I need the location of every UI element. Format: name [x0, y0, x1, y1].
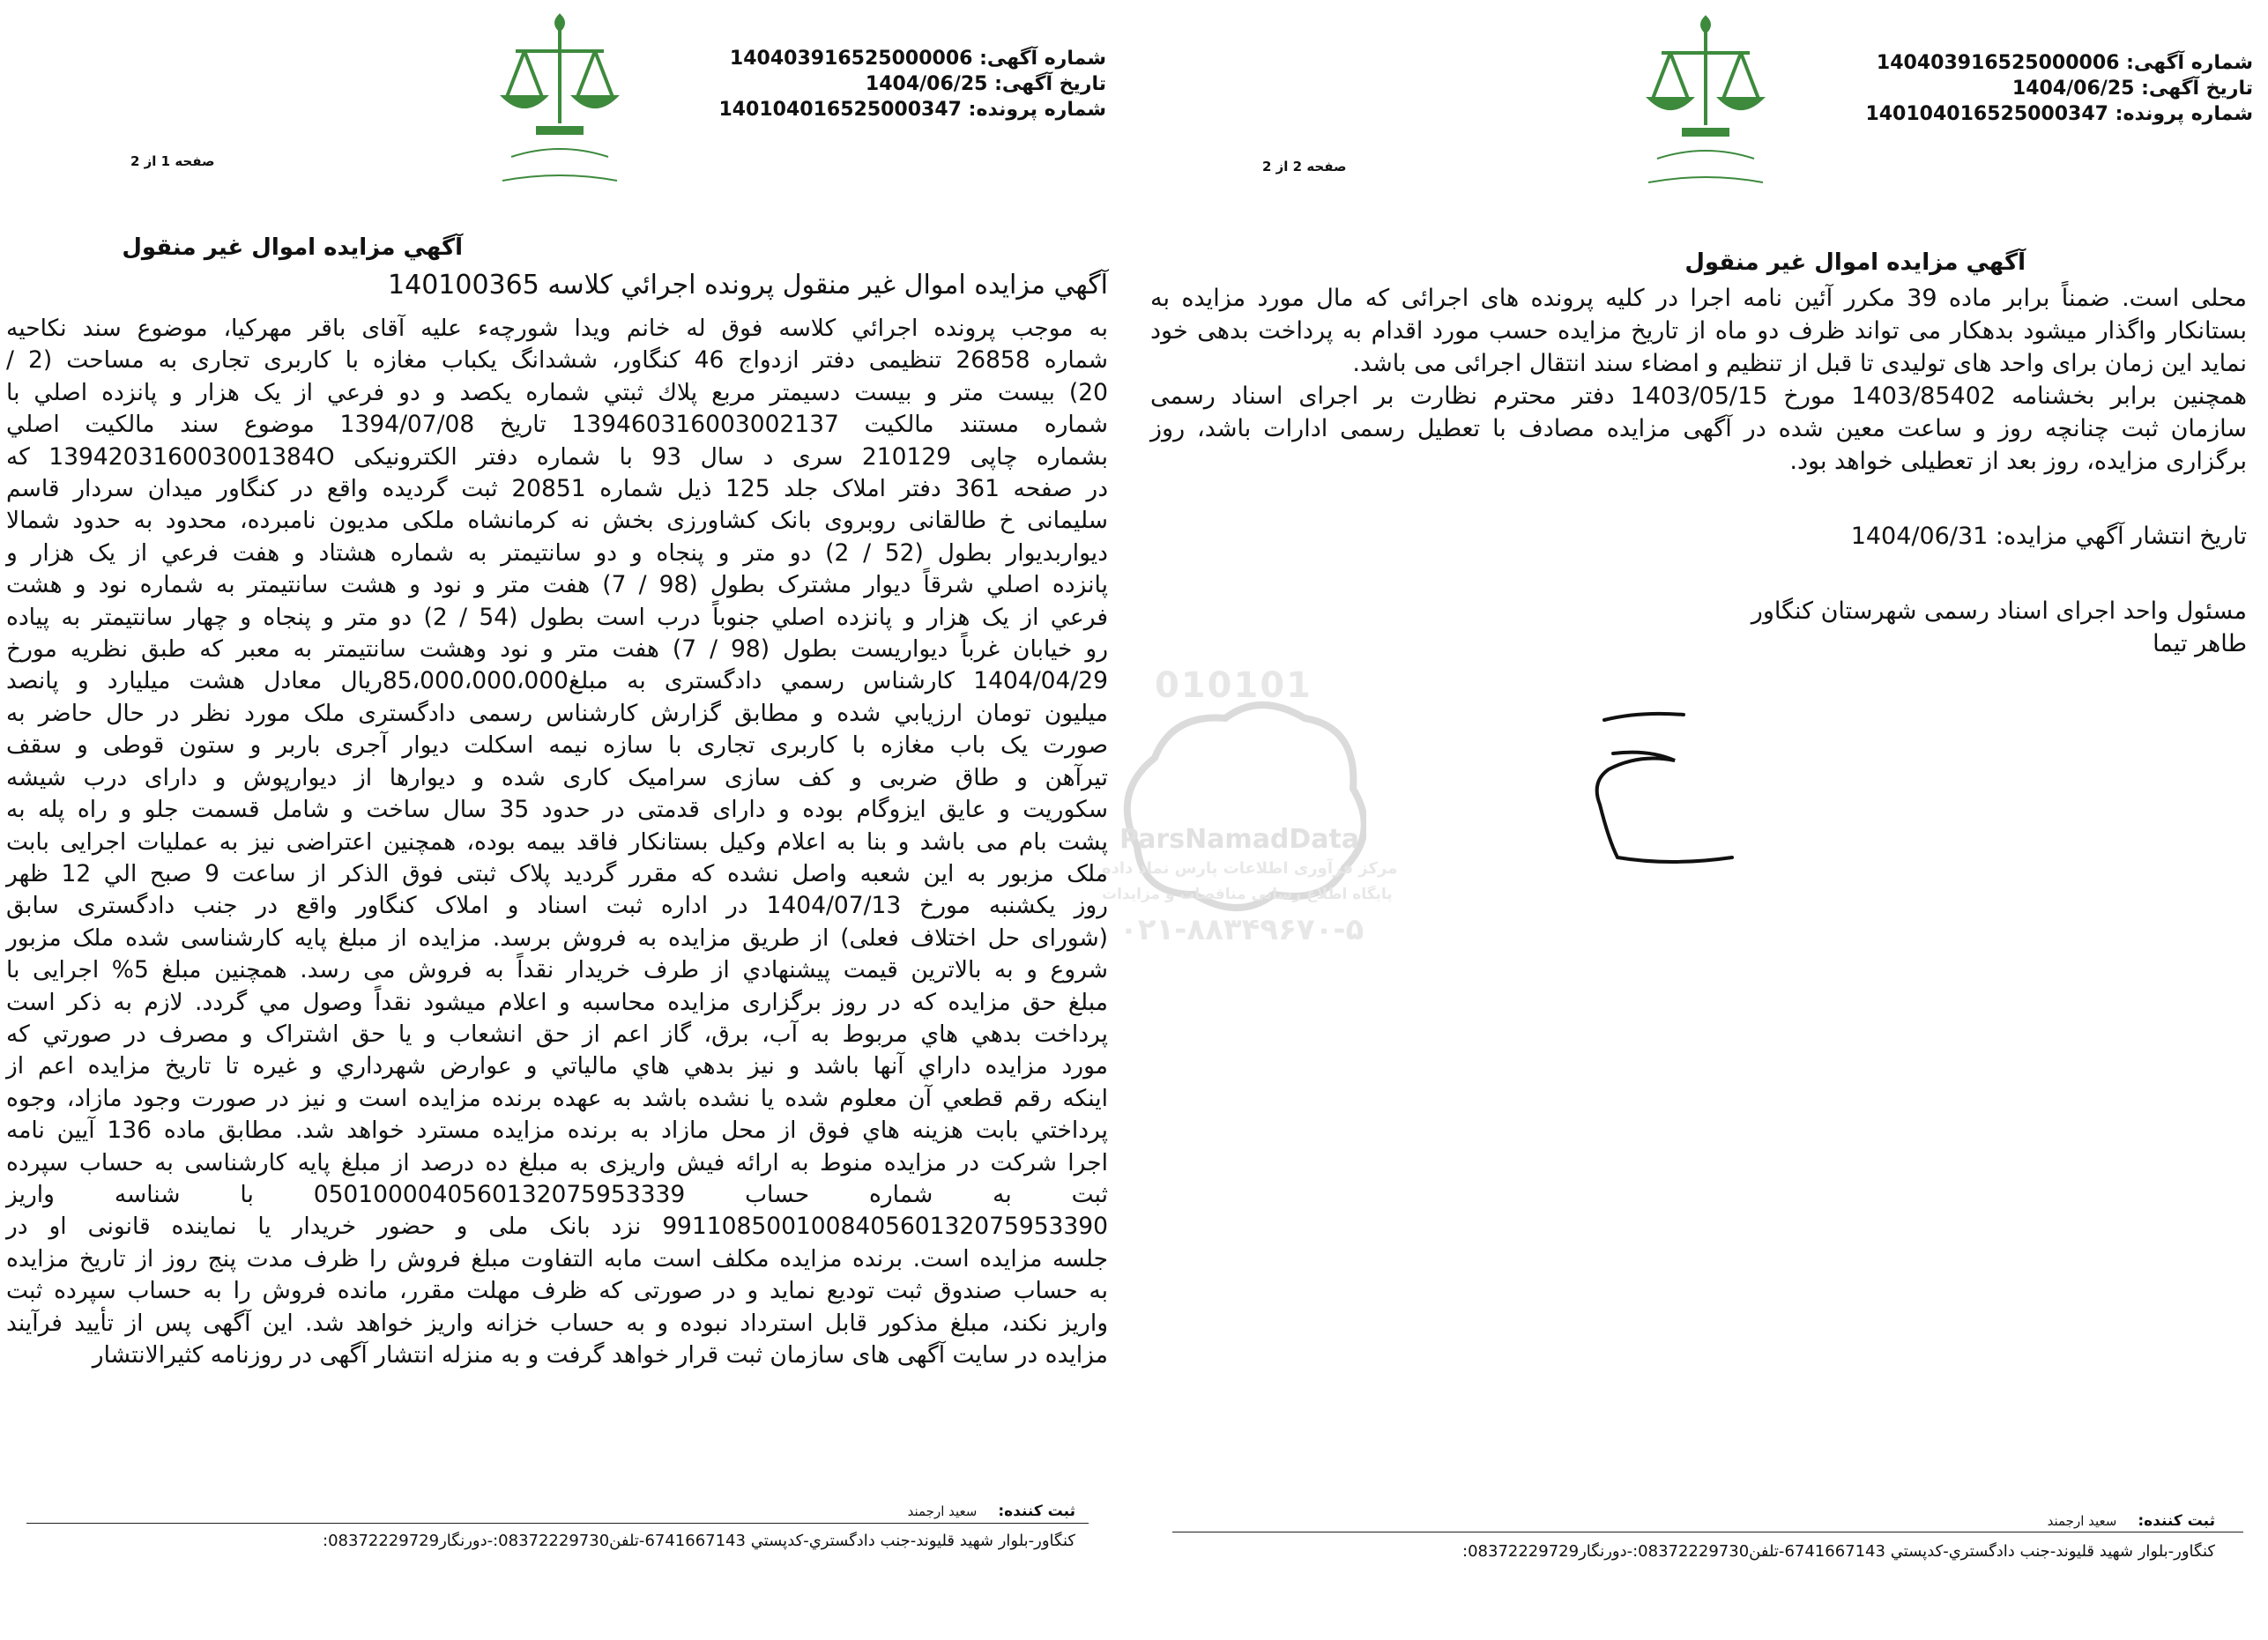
body-line: ديواربديوار بطول (52 / 2) دو متر و پنجاه و دو سانتيمتر به شماره هشتاد و هفت فرعي از يک هزار و — [6, 538, 1108, 567]
office-address: كنگاور-بلوار شهيد قليوند-جنب دادگستري-كدپستي 6741667143-تلفن08372229730:-دورنگار08372229729: — [323, 1532, 1075, 1550]
notice-page-1 — [0, 0, 1115, 1640]
body-line: 991108500100840560132075953390 نزد بانک ملی و حضور خريدار يا نماينده قانونی او در — [6, 1213, 1108, 1241]
notice-meta — [1865, 50, 2253, 127]
body-line: 1404/04/29 كارشناس رسمي دادگستری به مبلغ85،000،000،000ريال معادل هشت ميليارد و پانصد — [6, 667, 1109, 695]
footer-divider — [26, 1523, 1089, 1524]
judiciary-emblem-logo — [476, 9, 643, 194]
file-number: 140104016525000347 — [718, 99, 962, 121]
notice-title: آگهي مزايده اموال غير منقول — [1684, 249, 2026, 276]
notice-number: 140403916525000006 — [1876, 52, 2120, 74]
judiciary-emblem-logo — [1622, 11, 1789, 196]
body-line: مبلغ حق مزايده كه در روز برگزاری مزايده محاسبه و اعلام ميشود نقداً وصول مي گردد. لازم به ذكر است — [6, 988, 1108, 1016]
body-line: پانزده اصلي شرقاً ديوار مشترک بطول (98 / 7) هفت متر و نود و هشت سانتيمتر به شماره نود و هشت — [6, 571, 1109, 599]
notice-number-label: شماره آگهی: — [979, 48, 1106, 70]
body-line: به موجب پرونده اجرائي كلاسه فوق له خانم ويدا شورچه‌ء عليه آقای باقر مهركيا، موضوع سند نكاحيه — [6, 315, 1108, 342]
notice-date-label: تاریخ آگهی: — [994, 73, 1106, 95]
file-number: 140104016525000347 — [1865, 103, 2108, 125]
watermark — [1102, 665, 1398, 987]
body-line: ثبت به شماره حساب 0501000040560132075953339 با شناسه واريز — [6, 1180, 1108, 1208]
body-line: سكوريت و عايق ايزوگام بوده و دارای قدمتی در حدود 35 سال ساخت و شامل قسمت جلو و راه پله به — [6, 796, 1108, 824]
official-title: مسئول واحد اجرای اسناد رسمی شهرستان كنگاور — [1751, 597, 2247, 625]
body-line: نمايد اين زمان برای واحد های توليدی تا قبل از تنظيم و امضاء سند انتقال اجرائی می باشد. — [1352, 350, 2247, 377]
body-line: سليمانی خ طالقانی روبروی بانک كشاورزی بخش نه كرمانشاه ملكی مديون نامبرده، محدود به حدود شمالا — [6, 507, 1108, 535]
body-line: شماره 26858 تنظيمی دفتر ازدواج 46 كنگاور، ششدانگ يكباب مغازه با كاربری تجاری به مساحت (2 / — [6, 346, 1108, 375]
scales-of-justice-icon — [476, 9, 643, 194]
notice-subtitle: آگهي مزايده اموال غير منقول پرونده اجرائي كلاسه 140100365 — [388, 270, 1108, 301]
notice-title: آگهي مزايده اموال غير منقول — [122, 234, 463, 261]
official-name: طاهر تيما — [2153, 630, 2247, 657]
body-line: واريز نكند، مبلغ مذكور قابل استرداد نبوده و به حساب خزانه واريز خواهد شد. اين آگهی پس از تأييد فرآيند — [6, 1309, 1108, 1337]
registrar — [908, 1503, 1075, 1520]
notice-date-label: تاریخ آگهی: — [2141, 78, 2253, 100]
page-number: صفحه 2 از 2 — [1262, 159, 1347, 174]
body-line: سازمان ثبت چنانچه روز و ساعت معين شده در آگهی مزايده مصادف با تعطيل رسمی ادارات باشد، روز — [1150, 415, 2247, 442]
body-line: بستانكار واگذار ميشود بدهكار می تواند ظرف دو ماه از تاريخ مزايده حسب مورد اقدام به پرداخت بدهی خود — [1150, 317, 2247, 345]
registrar-name: سعيد ارجمند — [907, 1503, 978, 1519]
notice-number: 140403916525000006 — [729, 48, 973, 70]
body-line: صورت يک باب مغازه با كاربری تجاری با سازه نيمه اسكلت ديوار آجری باربر و ستون قوطی و سقف — [6, 731, 1108, 760]
body-line: مورد مزايده داراي آنها باشد و نيز بدهي هاي مالياتي و عوارض شهرداري و غيره تا تاريخ مزايده اعم از — [6, 1052, 1108, 1080]
body-line: برگزاری مزايده، روز بعد از تعطيلی خواهد بود. — [1789, 448, 2247, 475]
handwritten-signature — [1569, 701, 1781, 868]
body-line: همچنين برابر بخشنامه 1403/85402 مورخ 1403/05/15 دفتر محترم نظارت بر اجرای اسناد رسمی — [1150, 382, 2247, 410]
body-line: به حساب صندوق ثبت توديع نمايد و در صورتی كه ظرف مهلت مقرر، مانده فروش را به حساب سپرده ثبت — [6, 1277, 1108, 1305]
body-line: 20) بيست متر و بيست دسيمتر مربع پلاك ثبتي شماره يكصد و دو فرعي از يک هزار و پانزده اصلي با — [6, 378, 1108, 406]
body-line: ميليون تومان ارزيابي شده و مطابق گزارش كارشناس رسمی دادگستری ملک مورد نظر در حال حاضر به — [6, 699, 1108, 727]
notice-date: 1404/06/25 — [2011, 78, 2135, 100]
notice-body-text — [1150, 282, 2247, 478]
body-line: شماره مستند مالكيت 139460316003002137 تاريخ 1394/07/08 موضوع سند مالكيت اصلي — [6, 411, 1108, 439]
body-line: تيرآهن و طاق ضربی و كف سازی سراميک كاری شده و ديوارها از ديوارپوش و دارای درب شيشه — [6, 763, 1108, 791]
page-number: صفحه 1 از 2 — [130, 153, 215, 169]
notice-number-label: شماره آگهی: — [2126, 52, 2253, 74]
body-line: در صفحه 361 دفتر املاک جلد 125 ذيل شماره 20851 ثبت گرديده واقع در كنگاور ميدان سردار قاسم — [6, 475, 1108, 503]
watermark-binary: 010101 — [1155, 665, 1312, 706]
registrar-name: سعيد ارجمند — [2047, 1513, 2117, 1529]
body-line: پرداخت بدهي هاي مربوط به آب، برق، گاز اعم از حق انشعاب و يا حق اشتراک و مصرف در صورتي كه — [6, 1020, 1108, 1048]
body-line: اينكه رقم قطعي آن معلوم شده يا نشده باشد به عهده برنده مزايده است و نيز در صورت وجود مازاد، وجوه — [6, 1084, 1108, 1112]
watermark-phone: ۰۲۱-۸۸۳۴۹۶۷۰-۵ — [1119, 912, 1365, 947]
body-line: اجرا شركت در مزايده منوط به ارائه فيش واريزی به مبلغ ده درصد از مبلغ پايه كارشناسی به حساب سپرده — [6, 1148, 1108, 1176]
publish-date: 1404/06/31 — [1850, 523, 1989, 550]
body-line: مزايده در سايت آگهی های سازمان ثبت قرار خواهد گرفت و به منزله انتشار آگهی در روزنامه كثيرالانتشار — [92, 1341, 1108, 1369]
registrar-label: ثبت كننده: — [2138, 1512, 2215, 1530]
body-line: روز يكشنبه مورخ 1404/07/13 در اداره ثبت اسناد و املاک كنگاور واقع در جنب دادگستری سابق — [6, 892, 1108, 920]
body-line: پرداختي بابت هزينه هاي فوق از محل مازاد به برنده مزايده مسترد خواهد شد. مطابق ماده 136 آيين نامه — [6, 1117, 1108, 1145]
body-line: ملک مزبور به اين شعبه واصل نشده كه مقرر گرديد پلاک ثبتی فوق الذكر از ساعت 9 صبح الي 12 ظهر — [6, 859, 1108, 887]
registrar-label: ثبت كننده: — [998, 1503, 1075, 1520]
office-address: كنگاور-بلوار شهيد قليوند-جنب دادگستري-كدپستي 6741667143-تلفن08372229730:-دورنگار08372229729: — [1462, 1542, 2215, 1561]
body-line: رو خيابان غرباً ديواريست بطول (98 / 7) هفت متر و نود وهشت سانتيمتر به معبر كه طبق نظريه مورخ — [6, 635, 1108, 664]
registrar — [2048, 1512, 2215, 1530]
file-number-label: شماره پرونده: — [968, 99, 1106, 121]
body-line: فرعي از يک هزار و پانزده اصلي جنوباً درب است بطول (54 / 2) دو متر و پنجاه و چهار سانتيمتر به پياده — [6, 603, 1108, 631]
scales-of-justice-icon — [1622, 11, 1789, 196]
publish-date-label: تاريخ انتشار آگهي مزايده: — [1995, 523, 2247, 550]
watermark-brand: ParsNamadData — [1119, 824, 1360, 855]
watermark-caption-2: پایگاه اطلاع رسانی مناقصات و مزایدات — [1102, 886, 1393, 903]
notice-body-text — [6, 313, 1108, 1371]
watermark-caption: مركز فرآوری اطلاعات پارس نماد داده — [1102, 859, 1398, 878]
body-line: جلسه مزايده است. برنده مزايده مكلف است مابه التفاوت مبلغ فروش را ظرف مدت پنج روز از تاريخ مزايده — [6, 1244, 1108, 1273]
body-line: بشماره چاپی 210129 سری د سال 93 با شماره دفتر الكترونيكی 139420316003001384O كه — [6, 442, 1109, 471]
notice-date: 1404/06/25 — [865, 73, 988, 95]
file-number-label: شماره پرونده: — [2115, 103, 2253, 125]
body-line: شروع و به بالاترين قيمت پيشنهادي از طرف خريدار نقداً به فروش می رسد. همچنين مبلغ 5% اجرايی با — [6, 956, 1108, 984]
body-line: پشت بام می باشد و بنا به اعلام وكيل بستانكار فاقد بيمه بوده، همچنين اعتراضی نيز به عمليات اجرايی بابت — [6, 827, 1108, 856]
notice-meta — [718, 46, 1106, 122]
publish-date-line — [1851, 520, 2247, 553]
body-line: (شورای حل اختلاف فعلی) از طريق مزايده به فروش برسد. مزايده از مبلغ پايه كارشناسی شده ملک مزبور — [6, 924, 1108, 952]
body-line: محلی است. ضمناً برابر ماده 39 مكرر آئين نامه اجرا در كليه پرونده های اجرائی كه مال مورد مزايده به — [1150, 285, 2248, 312]
